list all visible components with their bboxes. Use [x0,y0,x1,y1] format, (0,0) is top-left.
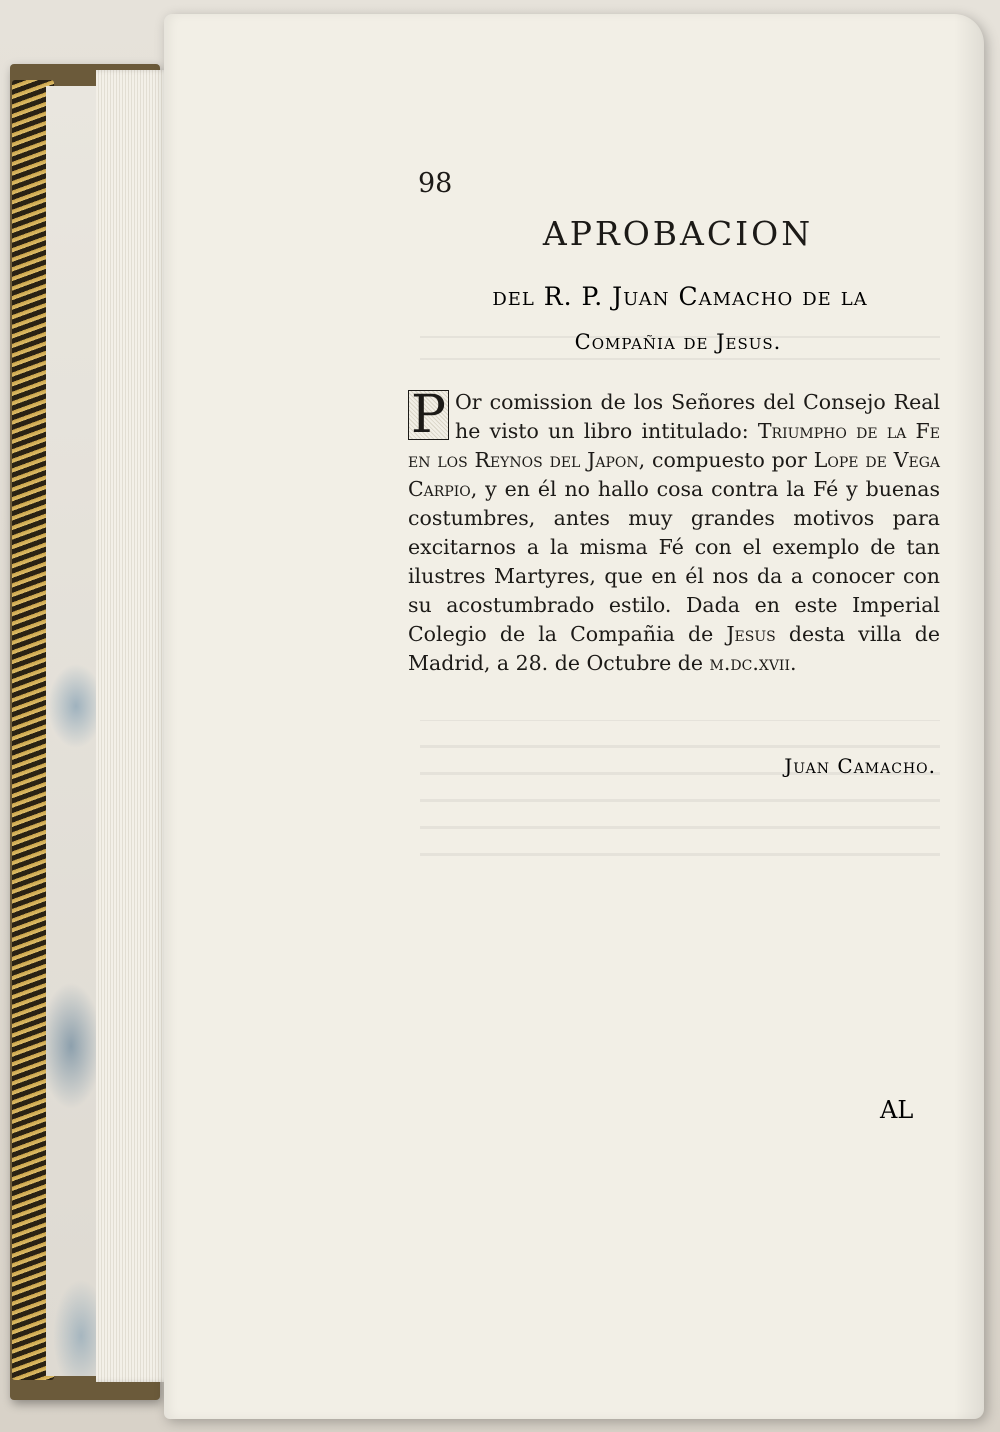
body-text-2: , compuesto por [638,448,814,472]
signature: Juan Camacho. [784,754,936,778]
show-through [420,720,940,880]
body-text-4: desta villa de Madrid, a 28. de Octubre de [408,622,940,675]
subtitle-line-1: del R. P. Juan Camacho de la [492,282,868,311]
author-name: Lope de Vega Carpio [408,448,940,501]
page-number: 98 [418,168,453,199]
jesus-word: Jesus [726,622,776,646]
drop-cap: P [408,390,449,440]
subtitle-line-2: Compañia de Jesus. [574,330,782,354]
page-curl-shadow [954,14,984,1419]
page-stack [96,70,174,1382]
page-title: APROBACION [542,214,814,253]
approval-body [408,385,940,678]
catchword: AL [880,1096,914,1124]
body-text-3: , y en él no hallo cosa contra la Fé y buenas costumbres, antes muy grandes motivos para excitarnos a la misma Fé con el exemplo de tan ilustres Martyres, que en él nos da a conocer con su acostumbrado estilo. Dada en este Imperial Colegio de la Compañia de [408,477,940,646]
body-text-1: Or comission de los Señores del Consejo Real he visto un libro intitulado: [455,390,940,443]
date-year: m.dc.xvii. [709,651,797,675]
book-title: Triumpho de la Fe en los Reynos del Japon [408,419,940,472]
